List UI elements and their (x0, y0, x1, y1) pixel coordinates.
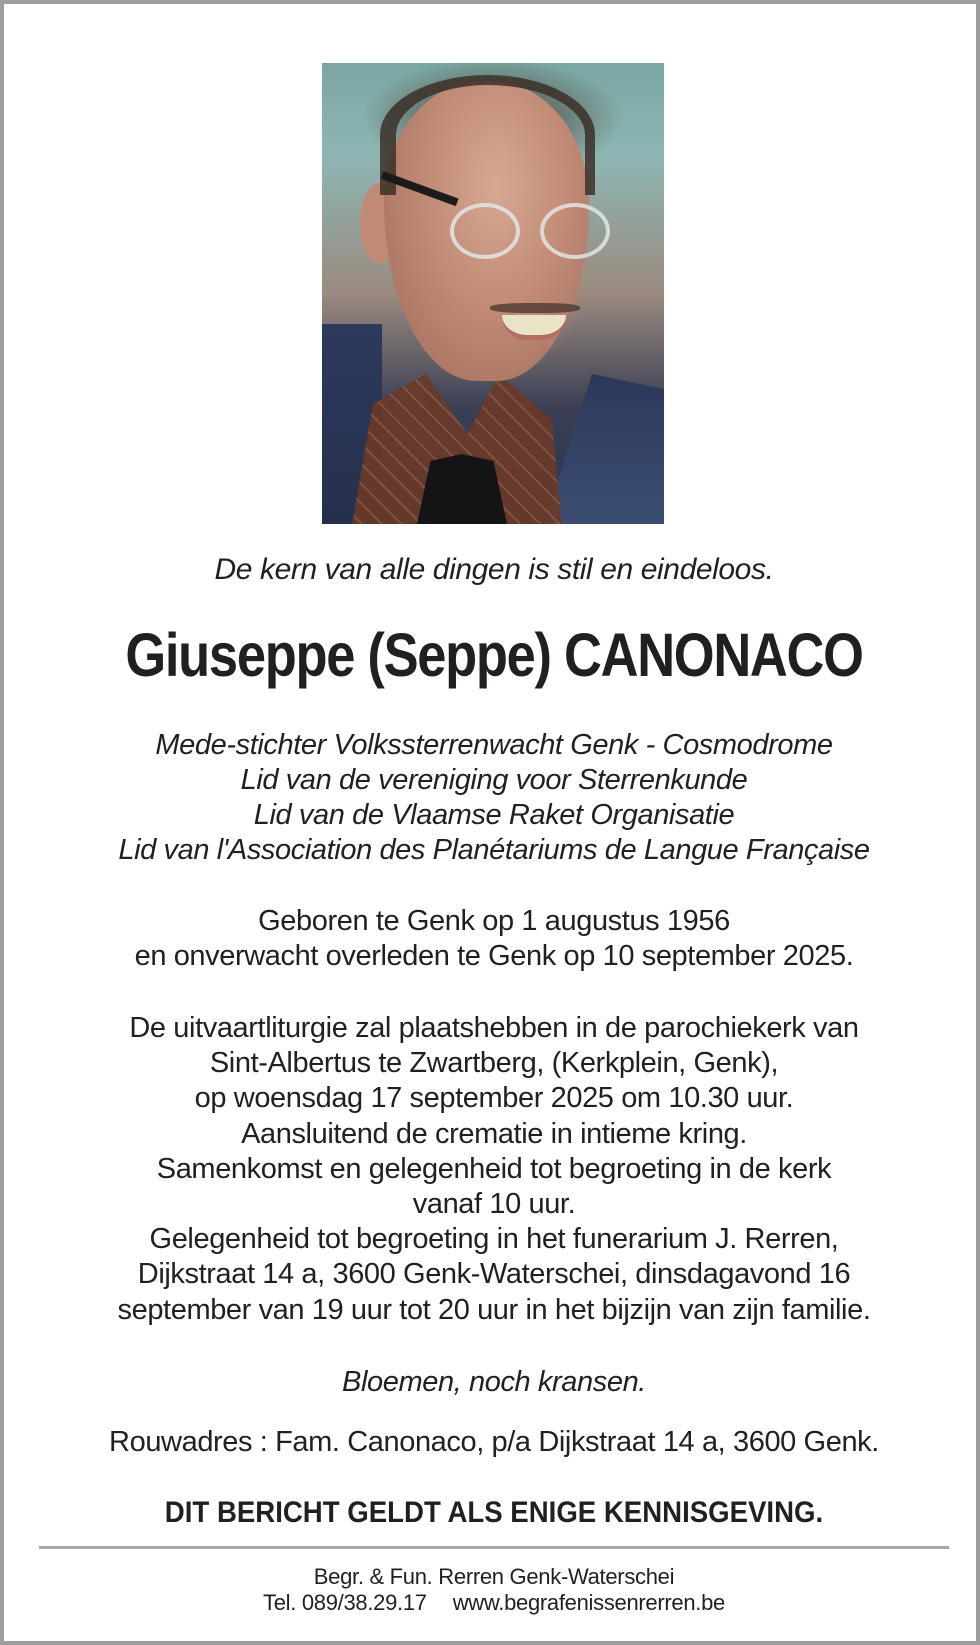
contact-line (4, 1590, 980, 1616)
death-line: en onverwacht overleden te Genk op 10 september 2025. (134, 940, 854, 972)
undertaker-name: Begr. & Fun. Rerren Genk-Waterschei (313, 1564, 675, 1589)
flowers-note: Bloemen, noch kransen. (342, 1366, 646, 1398)
photo-lens-right (540, 203, 610, 259)
undertaker-footer (4, 1564, 980, 1616)
role-line: Lid van de Vlaamse Raket Organisatie (253, 799, 735, 831)
funeral-line: vanaf 10 uur. (412, 1188, 576, 1221)
role-line: Mede-stichter Volkssterrenwacht Genk - Cosmodrome (155, 729, 833, 761)
official-notice: DIT BERICHT GELDT ALS ENIGE KENNISGEVING. (164, 1496, 824, 1529)
funeral-line: Sint-Albertus te Zwartberg, (Kerkplein, Genk), (209, 1047, 779, 1080)
undertaker-phone: Tel. 089/38.29.17 (263, 1590, 427, 1615)
funeral-line: Dijkstraat 14 a, 3600 Genk-Waterschei, dinsdagavond 16 (137, 1258, 851, 1291)
photo-hair (380, 75, 595, 195)
deceased-name: Giuseppe (Seppe) CANONACO (125, 621, 863, 689)
roles-list (4, 728, 980, 868)
funeral-line: Aansluitend de crematie in intieme kring. (241, 1117, 747, 1150)
photo-lens-left (450, 203, 520, 259)
undertaker-website[interactable]: www.begrafenissenrerren.be (452, 1590, 725, 1615)
funeral-details (4, 1011, 980, 1328)
photo-glasses (450, 203, 615, 263)
portrait-photo (322, 63, 664, 524)
footer-divider (39, 1546, 949, 1549)
birth-death-info (4, 904, 980, 974)
role-line: Lid van de vereniging voor Sterrenkunde (240, 764, 748, 796)
role-line: Lid van l'Association des Planétariums de Langue Française (118, 834, 870, 866)
mourning-address: Rouwadres : Fam. Canonaco, p/a Dijkstraat 14 a, 3600 Genk. (109, 1426, 879, 1458)
funeral-line: Gelegenheid tot begroeting in het funerarium J. Rerren, (149, 1223, 839, 1256)
funeral-line: op woensdag 17 september 2025 om 10.30 uur. (194, 1082, 794, 1115)
funeral-line: De uitvaartliturgie zal plaatshebben in de parochiekerk van (129, 1012, 859, 1044)
photo-undershirt (417, 454, 507, 524)
funeral-line: september van 19 uur tot 20 uur in het bijzijn van zijn familie. (117, 1293, 871, 1326)
photo-mustache (490, 303, 580, 313)
photo-jacket-right (544, 374, 664, 524)
birth-line: Geboren te Genk op 1 augustus 1956 (258, 905, 730, 937)
funeral-line: Samenkomst en gelegenheid tot begroeting in de kerk (156, 1152, 832, 1185)
motto-quote: De kern van alle dingen is stil en eindeloos. (214, 553, 774, 586)
